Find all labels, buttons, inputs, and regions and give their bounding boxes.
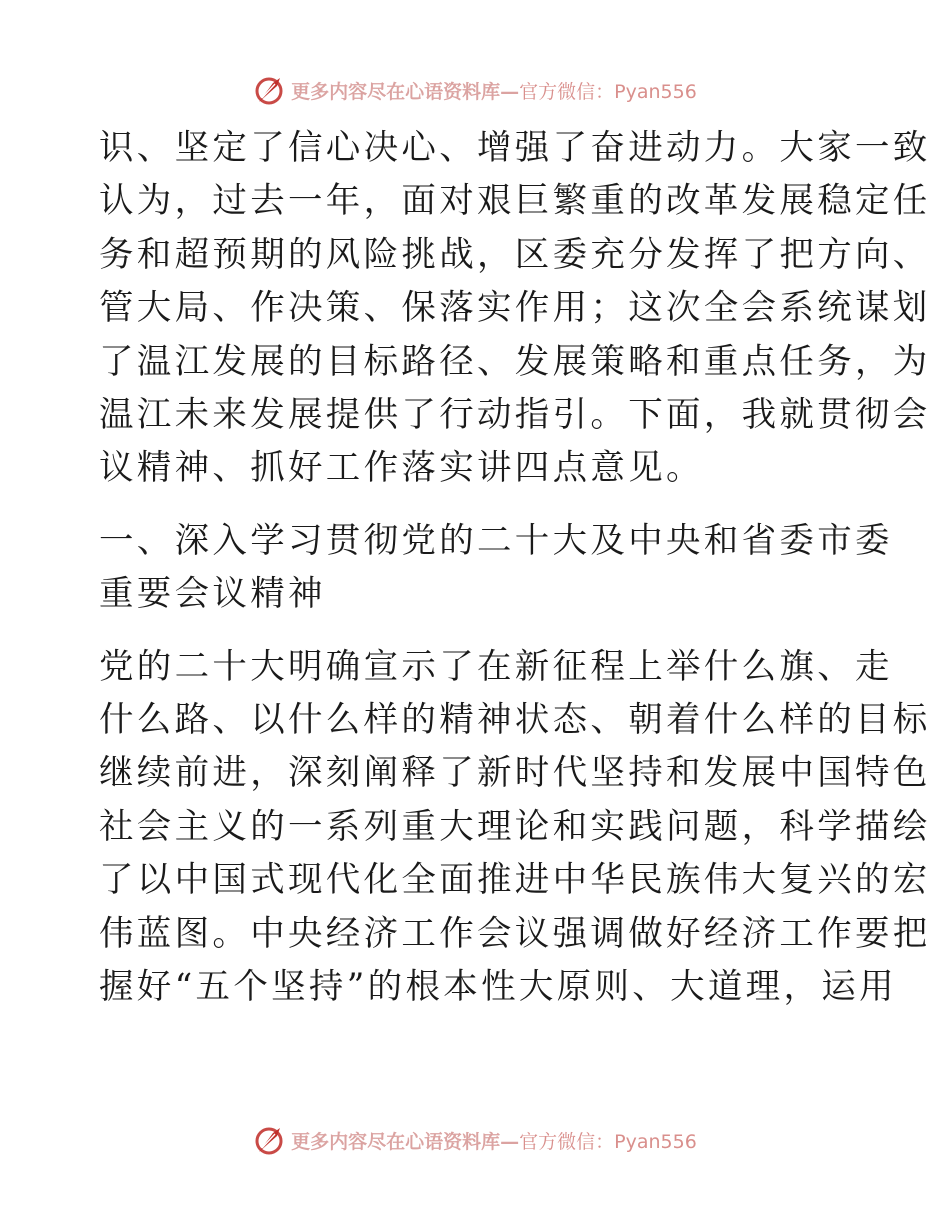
- body-line: 议精神、抓好工作落实讲四点意见。: [99, 448, 704, 489]
- body-line: 识、坚定了信心决心、增强了奋进动力。大家一致: [99, 128, 931, 168]
- section-heading-line: 一、深入学习贯彻党的二十大及中央和省委市委: [99, 520, 893, 561]
- watermark-text: 更多内容尽在心语资料库—官方微信：Pyan556: [291, 80, 697, 103]
- body-line: 握好“五个坚持”的根本性大原则、大道理，运用: [99, 967, 897, 1008]
- body-line: 伟蓝图。中央经济工作会议强调做好经济工作要把: [99, 913, 931, 954]
- body-line: 温江未来发展提供了行动指引。下面，我就贯彻会: [99, 395, 931, 436]
- quill-pen-logo-icon: [253, 1124, 285, 1156]
- document-body: [99, 122, 931, 1015]
- section-heading-line: 重要会议精神: [99, 574, 326, 615]
- watermark-text: 更多内容尽在心语资料库—官方微信：Pyan556: [291, 1130, 697, 1153]
- body-line: 什么路、以什么样的精神状态、朝着什么样的目标: [99, 700, 931, 741]
- body-line: 社会主义的一系列重大理论和实践问题，科学描绘: [99, 806, 931, 847]
- body-line: 了温江发展的目标路径、发展策略和重点任务，为: [99, 341, 931, 382]
- quill-pen-logo-icon: [253, 74, 285, 106]
- watermark-contact: 官方微信：Pyan556: [519, 80, 697, 103]
- body-line: 党的二十大明确宣示了在新征程上举什么旗、走: [99, 646, 893, 687]
- body-line: 管大局、作决策、保落实作用；这次全会系统谋划: [99, 288, 931, 329]
- body-line: 继续前进，深刻阐释了新时代坚持和发展中国特色: [99, 753, 931, 794]
- watermark-contact: 官方微信：Pyan556: [519, 1130, 697, 1153]
- body-line: 认为，过去一年，面对艰巨繁重的改革发展稳定任: [99, 181, 931, 222]
- watermark-header: [0, 70, 950, 110]
- watermark-footer: [0, 1120, 950, 1160]
- body-line: 了以中国式现代化全面推进中华民族伟大复兴的宏: [99, 860, 931, 901]
- body-line: 务和超预期的风险挑战，区委充分发挥了把方向、: [99, 234, 931, 275]
